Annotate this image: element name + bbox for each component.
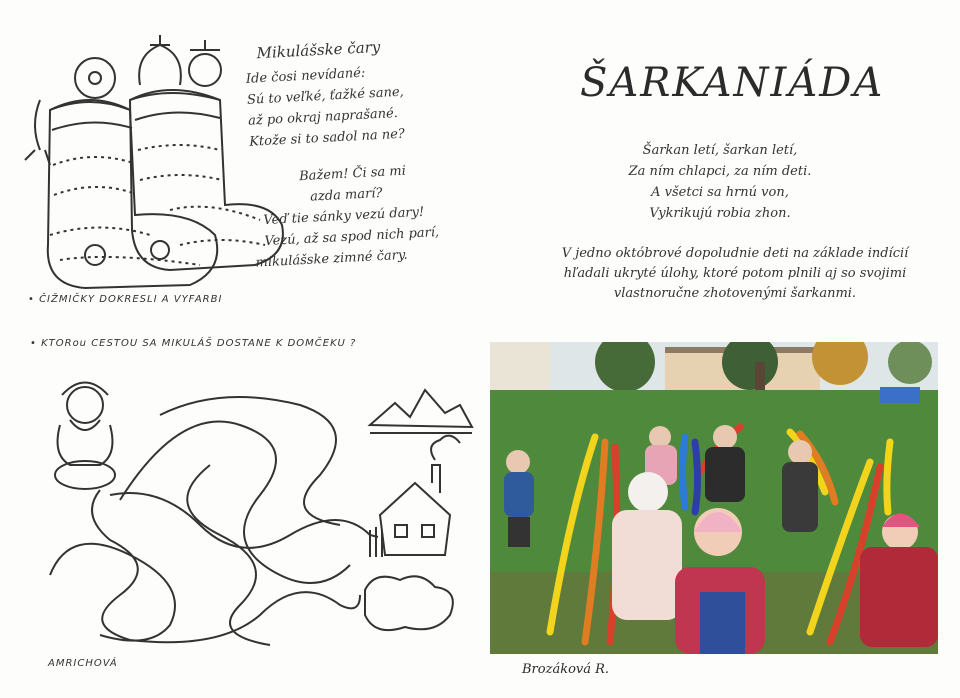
page-title: ŠARKANIÁDA [580,60,885,106]
boots-caption: • ČIŽMIČKY DOKRESLI A VYFARBI [28,294,223,305]
poem-line: Vezú, až sa spod nich parí, [264,224,440,250]
poem-line: azda marí? [309,185,383,205]
poem-line: A všetci sa hrnú von, [651,185,789,200]
poem-line: až po okraj naprašané. [247,105,399,129]
poem-line: Za ním chlapci, za ním deti. [628,164,812,179]
photo-author: Brozáková R. [522,662,610,677]
poem-line: Bažem! Či sa mi [298,163,407,185]
poem-line: Ktože si to sadol na ne? [248,126,406,150]
poem-line: mikulášske zimné čary. [255,247,409,271]
maze-drawing [40,365,480,655]
maze-question: • KTORou CESTOU SA MIKULÁŠ DOSTANE K DOMČEKU ? [30,338,357,349]
poem-line: Veď tie sánky vezú dary! [263,204,425,229]
description-text: V jedno októbrové dopoludnie deti na základe indícií hľadali ukryté úlohy, ktoré potom plnili aj so svojimi vlastnoručne zhotovenými šarkanmi. [561,246,909,301]
sarkan-poem [600,140,840,224]
author-left: AMRICHOVÁ [48,658,118,669]
poem-line: Vykrikujú robia zhon. [649,206,791,221]
poem-line: Šarkan letí, šarkan letí, [642,143,798,158]
mikulas-poem-title: Mikulášske čary [256,37,381,63]
mikulas-poem [244,32,476,273]
kids-with-kites-photo [490,342,938,654]
santa-head [67,387,103,423]
poem-line: Ide čosi nevídané: [245,65,366,87]
poem-line: Sú to veľké, ťažké sane, [246,84,405,108]
